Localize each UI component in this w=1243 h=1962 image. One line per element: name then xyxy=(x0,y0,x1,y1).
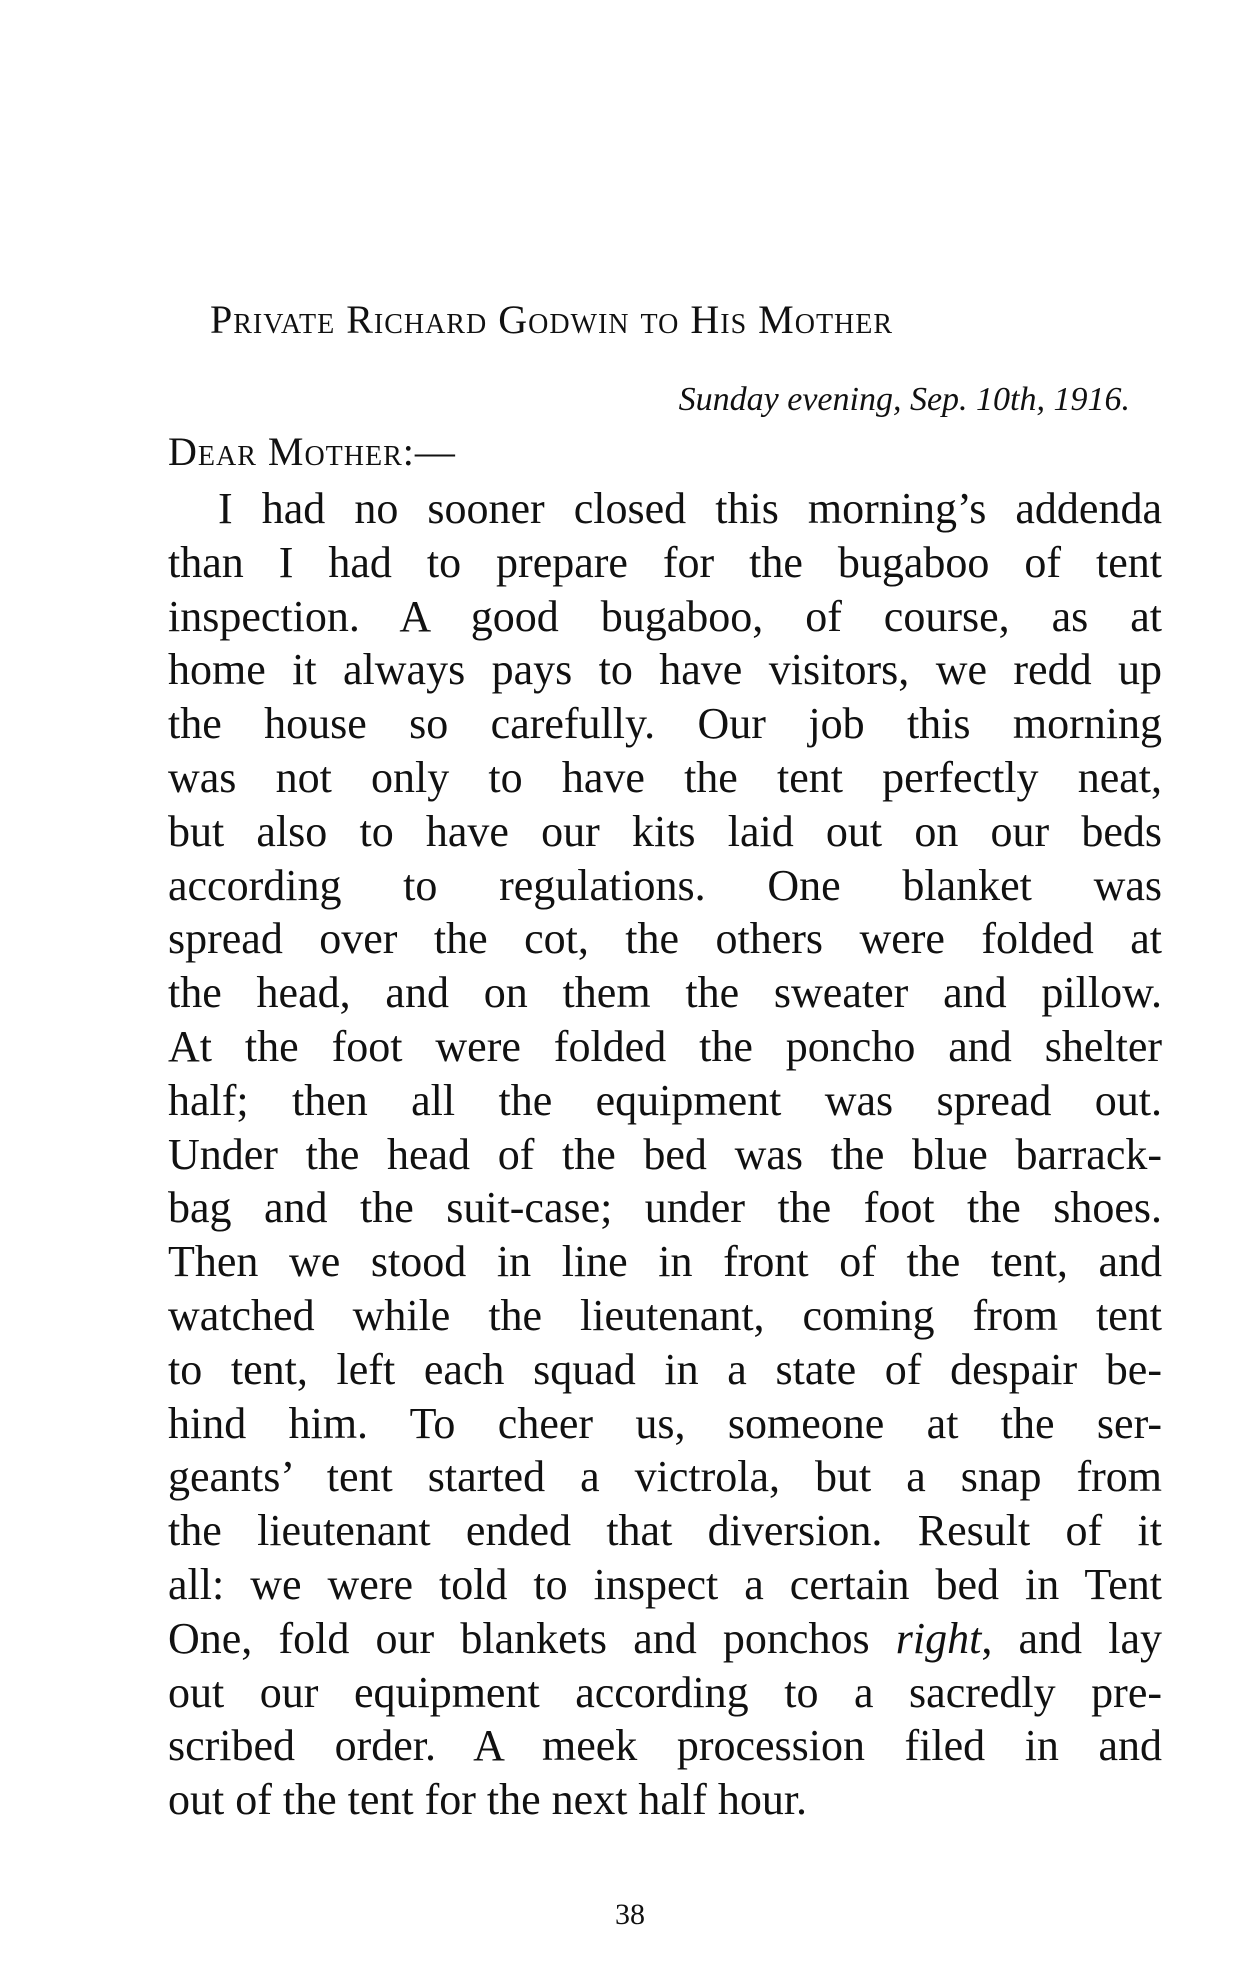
heading-word: Mother xyxy=(758,297,894,342)
body-line-with-italic xyxy=(168,1612,1162,1666)
body-line: according to regulations. One blanket was xyxy=(168,860,1162,910)
heading-word: Private xyxy=(210,297,336,342)
body-line: all: we were told to inspect a certain bed in Tent xyxy=(168,1559,1162,1609)
body-line: watched while the lieutenant, coming from tent xyxy=(168,1290,1162,1340)
body-line: scribed order. A meek procession filed in and xyxy=(168,1721,1162,1771)
heading-word: Richard xyxy=(346,297,488,342)
page-number: 38 xyxy=(615,1898,645,1931)
heading-word: His xyxy=(690,297,748,342)
body-line: bag and the suit-case; under the foot the shoes. xyxy=(168,1183,1162,1233)
body-line-segment: , and lay xyxy=(981,1613,1162,1663)
letter-heading xyxy=(210,296,1130,343)
body-line: Under the head of the bed was the blue barrack- xyxy=(168,1129,1162,1179)
body-line: out our equipment according to a sacredly pre- xyxy=(168,1667,1162,1717)
body-line: to tent, left each squad in a state of despair be- xyxy=(168,1344,1162,1394)
body-line: than I had to prepare for the bugaboo of tent xyxy=(168,537,1162,587)
heading-word: to xyxy=(640,297,680,342)
body-line-italic-word: right xyxy=(895,1613,982,1663)
body-line: At the foot were folded the poncho and shelter xyxy=(168,1021,1162,1071)
body-line: the head, and on them the sweater and pillow. xyxy=(168,968,1162,1018)
letter-salutation: Dear Mother:— xyxy=(168,429,456,474)
body-line: but also to have our kits laid out on our beds xyxy=(168,806,1162,856)
body-line: I had no sooner closed this morning’s addenda xyxy=(218,484,1162,533)
body-line: Then we stood in line in front of the tent, and xyxy=(168,1237,1162,1287)
body-line: hind him. To cheer us, someone at the ser- xyxy=(168,1398,1162,1448)
heading-word: Godwin xyxy=(498,297,630,342)
body-line: inspection. A good bugaboo, of course, as at xyxy=(168,591,1162,641)
body-line: half; then all the equipment was spread out. xyxy=(168,1075,1162,1125)
body-line: was not only to have the tent perfectly neat, xyxy=(168,752,1162,802)
letter-dateline: Sunday evening, Sep. 10th, 1916. xyxy=(678,381,1130,418)
letter-body xyxy=(168,482,1162,1827)
body-line: geants’ tent started a victrola, but a snap from xyxy=(168,1452,1162,1502)
body-line: the house so carefully. Our job this morning xyxy=(168,699,1162,749)
body-line-segment: One, fold our blankets and ponchos xyxy=(168,1613,896,1663)
body-line: the lieutenant ended that diversion. Result of it xyxy=(168,1506,1162,1556)
body-line: spread over the cot, the others were folded at xyxy=(168,914,1162,964)
body-line: out of the tent for the next half hour. xyxy=(168,1775,808,1825)
body-line: home it always pays to have visitors, we redd up xyxy=(168,645,1162,695)
